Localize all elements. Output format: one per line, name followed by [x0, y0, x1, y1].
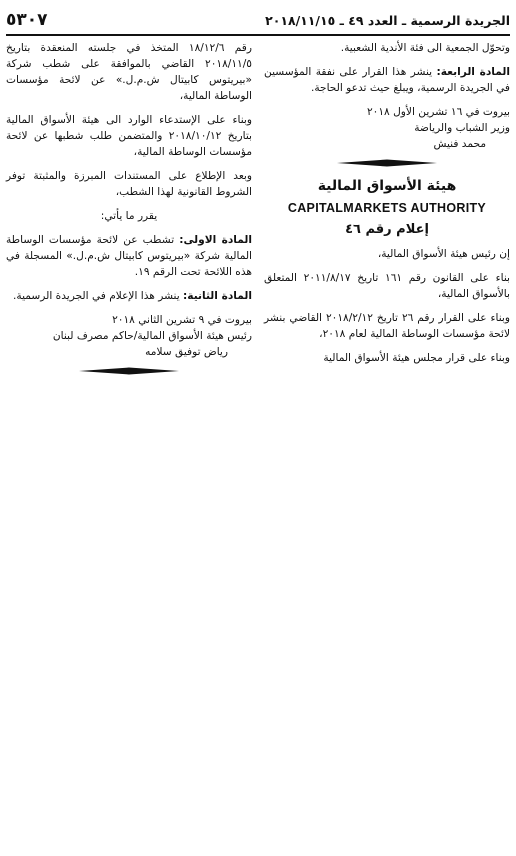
article-text: تشطب عن لائحة مؤسسات الوساطة المالية شركة «بيريتوس كابيتال ش.م.ل.» المسجلة في هذه اللائحة تحت الرقم ١٩.: [6, 234, 252, 278]
article-text: ينشر هذا الإعلام في الجريدة الرسمية.: [13, 290, 184, 302]
gazette-title: الجريدة الرسمية ـ العدد ٤٩ ـ ٢٠١٨/١١/١٥: [265, 12, 510, 28]
paragraph: وبناء على قرار مجلس هيئة الأسواق المالية: [323, 352, 510, 364]
decides-heading: يقرر ما يأتي:: [100, 210, 158, 222]
paragraph: وبناء على القرار رقم ٢٦ تاريخ ٢٠١٨/٢/١٢ القاضي بنشر لائحة مؤسسات الوساطة المالية لعام ٢٠١٨،: [264, 312, 510, 340]
page-header: [6, 6, 510, 36]
article-label: المادة الاولى:: [179, 234, 252, 246]
paragraph: وبناء على الإستدعاء الوارد الى هيئة الأسواق المالية بتاريخ ٢٠١٨/١٠/١٢ والمتضمن طلب شطبها عن لائحة مؤسسات الوساطة المالية،: [6, 114, 252, 158]
divider-ornament: [337, 158, 437, 168]
minister-title: وزير الشباب والرياضة: [414, 122, 510, 134]
decision-date: بيروت في ١٦ تشرين الأول ٢٠١٨: [366, 106, 510, 118]
article-four: [264, 64, 510, 96]
article-label: المادة الثانية:: [183, 290, 252, 302]
paragraph: إن رئيس هيئة الأسواق المالية،: [377, 248, 510, 260]
right-column: [264, 40, 510, 374]
authority-title-ar: هيئة الأسواق المالية: [317, 178, 457, 194]
article-one: [6, 232, 252, 280]
notice-number: إعلام رقم ٤٦: [345, 222, 429, 237]
left-column: [6, 40, 252, 386]
president-title: رئيس هيئة الأسواق المالية/حاكم مصرف لبنان: [52, 330, 252, 342]
divider-ornament: [79, 366, 179, 376]
notice-date: بيروت في ٩ تشرين الثاني ٢٠١٨: [112, 314, 252, 326]
article-label: المادة الرابعة:: [436, 66, 510, 78]
paragraph: بناء على القانون رقم ١٦١ تاريخ ٢٠١١/٨/١٧ المتعلق بالأسواق المالية،: [264, 272, 510, 300]
paragraph: وتحوّل الجمعية الى فئة الأندية الشعبية.: [340, 42, 510, 54]
page-number: ٥٣٠٧: [6, 10, 48, 30]
president-name: رياض توفيق سلامه: [145, 346, 228, 358]
paragraph: رقم ١٨/١٢/٦ المتخذ في جلسته المنعقدة بتاريخ ٢٠١٨/١١/٥ القاضي بالموافقة على شطب شركة «بيريتوس كابيتال ش.م.ل.» عن لائحة مؤسسات الوساطة المالية،: [6, 42, 252, 102]
paragraph: وبعد الإطلاع على المستندات المبرزة والمثبتة توفر الشروط القانونية لهذا الشطب،: [6, 170, 252, 198]
authority-title-en: CAPITALMARKETS AUTHORITY: [287, 201, 487, 215]
article-two: [6, 288, 252, 304]
article-text: ينشر هذا القرار على نفقة المؤسسين في الجريدة الرسمية، ويبلغ حيث تدعو الحاجة.: [264, 66, 510, 94]
minister-name: محمد فنيش: [433, 138, 486, 150]
